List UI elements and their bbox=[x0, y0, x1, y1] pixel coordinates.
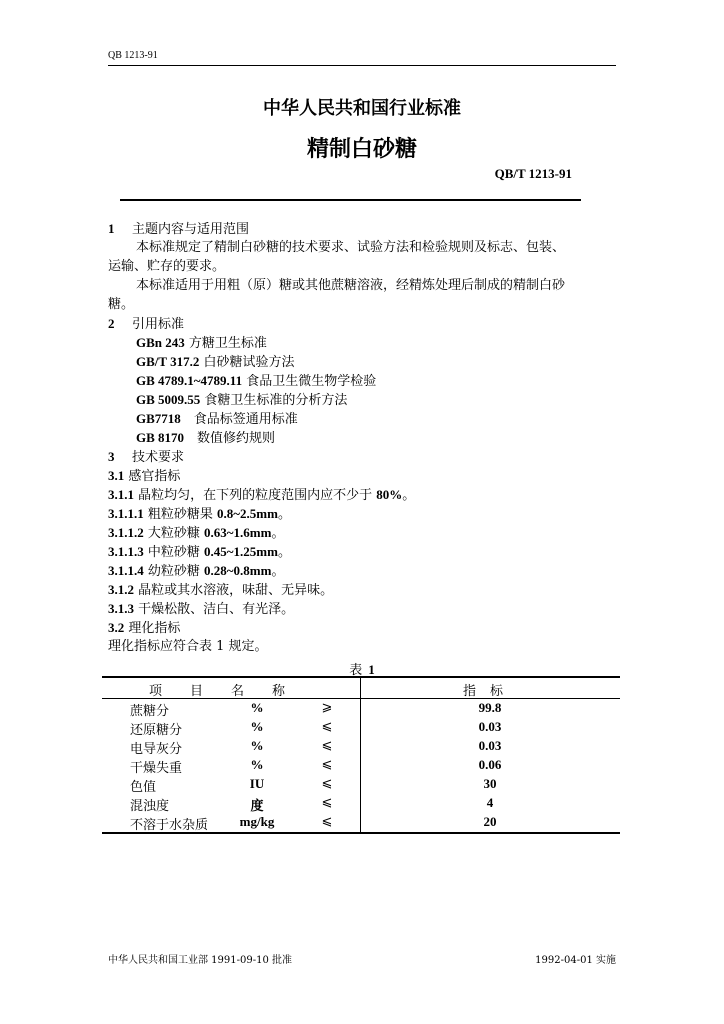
indicator-value: 0.06 bbox=[478, 757, 502, 772]
table-row bbox=[102, 756, 620, 775]
clause-title: 感官指标 bbox=[124, 469, 181, 484]
section-title: 主题内容与适用范围 bbox=[132, 222, 250, 237]
indicator-unit: % bbox=[250, 700, 264, 715]
grain-clause bbox=[108, 561, 616, 580]
indicator-value: 4 bbox=[486, 795, 494, 810]
section-number: 2 bbox=[108, 316, 115, 331]
approval-note: 中华人民共和国工业部 1991-09-10 批准 bbox=[108, 955, 293, 966]
indicator-value: 0.03 bbox=[478, 719, 502, 734]
clause-3-1-3 bbox=[108, 599, 616, 618]
indicator-name: 干燥失重 bbox=[130, 761, 183, 776]
indicator-value: 30 bbox=[483, 776, 497, 791]
clause-number: 3.1.1.3 bbox=[108, 544, 144, 559]
indicator-unit: 度 bbox=[250, 798, 264, 813]
subsection-3-2 bbox=[108, 618, 616, 637]
reference-item bbox=[108, 390, 616, 409]
reference-item bbox=[108, 333, 616, 352]
clause-end: 。 bbox=[277, 545, 291, 560]
clause-text: 中粒砂糖 bbox=[143, 545, 205, 560]
section-2-heading bbox=[108, 314, 616, 333]
table-caption-number: 1 bbox=[368, 662, 375, 677]
section-number: 1 bbox=[108, 221, 115, 236]
clause-text: 晶粒均匀，在下列的粒度范围内应不少于 bbox=[134, 488, 377, 503]
clause-number: 3.1.1 bbox=[108, 487, 134, 502]
indicator-table bbox=[102, 676, 620, 834]
clause-end: 。 bbox=[277, 507, 291, 522]
reference-item bbox=[108, 371, 616, 390]
table-row bbox=[102, 737, 620, 756]
header-code: QB 1213-91 bbox=[108, 50, 158, 61]
document-body bbox=[108, 219, 616, 656]
indicator-unit: % bbox=[250, 738, 264, 753]
standard-heading: 中华人民共和国行业标准 bbox=[263, 98, 461, 119]
paragraph-line: 本标准规定了精制白砂糖的技术要求、试验方法和检验规则及标志、包装、 bbox=[136, 240, 566, 255]
reference-title: 食品标签通用标准 bbox=[180, 412, 298, 427]
table-row bbox=[102, 813, 620, 832]
clause-number: 3.2 bbox=[108, 620, 125, 635]
comparison-symbol: ⩽ bbox=[321, 757, 333, 772]
reference-code: GBn 243 bbox=[136, 335, 185, 350]
header-rule bbox=[108, 65, 616, 66]
clause-number: 3.1.1.2 bbox=[108, 525, 144, 540]
reference-item bbox=[108, 352, 616, 371]
reference-code: GB 8170 bbox=[136, 430, 185, 445]
section-title: 引用标准 bbox=[132, 317, 185, 332]
section-3-heading bbox=[108, 447, 616, 466]
comparison-symbol: ⩽ bbox=[321, 738, 333, 753]
column-header-value: 指标 bbox=[462, 684, 517, 699]
comparison-symbol: ⩽ bbox=[321, 795, 333, 810]
clause-end: 。 bbox=[271, 526, 285, 541]
clause-3-1-2 bbox=[108, 580, 616, 599]
clause-number: 3.1 bbox=[108, 468, 125, 483]
clause-number: 3.1.1.1 bbox=[108, 506, 144, 521]
table-row bbox=[102, 718, 620, 737]
column-separator bbox=[360, 678, 361, 698]
grain-clause bbox=[108, 542, 616, 561]
clause-number: 3.1.1.4 bbox=[108, 563, 144, 578]
grain-range: 0.28~0.8mm bbox=[204, 563, 272, 578]
reference-code: GB 5009.55 bbox=[136, 392, 201, 407]
paragraph-line: 运输、贮存的要求。 bbox=[108, 259, 226, 274]
indicator-name: 电导灰分 bbox=[130, 742, 183, 757]
reference-title: 白砂糖试验方法 bbox=[199, 355, 295, 370]
grain-range: 0.45~1.25mm bbox=[204, 544, 278, 559]
paragraph-line: 糖。 bbox=[108, 297, 135, 312]
comparison-symbol: ⩾ bbox=[321, 700, 333, 715]
reference-item bbox=[108, 428, 616, 447]
clause-end: 。 bbox=[271, 564, 285, 579]
reference-title: 方糖卫生标准 bbox=[184, 336, 267, 351]
standard-title: 精制白砂糖 bbox=[306, 137, 417, 162]
table-body bbox=[102, 699, 620, 832]
comparison-symbol: ⩽ bbox=[321, 814, 333, 829]
table-header-row bbox=[102, 678, 620, 698]
clause-number: 3.1.2 bbox=[108, 582, 134, 597]
indicator-name: 蔗糖分 bbox=[130, 704, 170, 719]
reference-title: 数值修约规则 bbox=[184, 431, 276, 446]
subsection-3-1 bbox=[108, 466, 616, 485]
table-row bbox=[102, 699, 620, 718]
indicator-name: 不溶于水杂质 bbox=[130, 818, 209, 833]
reference-code: GB7718 bbox=[136, 411, 181, 426]
reference-title: 食糖卫生标准的分析方法 bbox=[200, 393, 348, 408]
comparison-symbol: ⩽ bbox=[321, 719, 333, 734]
indicator-value: 0.03 bbox=[478, 738, 502, 753]
effective-date: 1992-04-01 实施 bbox=[535, 955, 616, 966]
grain-clause bbox=[108, 504, 616, 523]
indicator-value: 20 bbox=[483, 814, 497, 829]
indicator-name: 色值 bbox=[130, 780, 157, 795]
paragraph-line: 理化指标应符合表 1 规定。 bbox=[108, 639, 268, 654]
table-caption-prefix: 表 bbox=[349, 663, 363, 678]
reference-code: GB/T 317.2 bbox=[136, 354, 200, 369]
standard-number: QB/T 1213-91 bbox=[494, 166, 572, 181]
clause-value: 80% bbox=[376, 487, 403, 502]
clause-text: 干燥松散、洁白、有光泽。 bbox=[134, 602, 295, 617]
clause-number: 3.1.3 bbox=[108, 601, 134, 616]
clause-text: 幼粒砂糖 bbox=[143, 564, 205, 579]
indicator-unit: % bbox=[250, 719, 264, 734]
indicator-name: 还原糖分 bbox=[130, 723, 183, 738]
reference-title: 食品卫生微生物学检验 bbox=[242, 374, 377, 389]
table-row bbox=[102, 794, 620, 813]
reference-code: GB 4789.1~4789.11 bbox=[136, 373, 243, 388]
section-title: 技术要求 bbox=[132, 450, 185, 465]
clause-3-1-1 bbox=[108, 485, 616, 504]
clause-end: 。 bbox=[402, 488, 416, 503]
title-rule bbox=[120, 199, 581, 201]
indicator-unit: IU bbox=[249, 776, 265, 791]
clause-text: 晶粒或其水溶液，味甜、无异味。 bbox=[134, 583, 334, 598]
table-row bbox=[102, 775, 620, 794]
clause-title: 理化指标 bbox=[124, 621, 181, 636]
indicator-unit: mg/kg bbox=[239, 814, 275, 829]
indicator-unit: % bbox=[250, 757, 264, 772]
indicator-value: 99.8 bbox=[478, 700, 502, 715]
section-number: 3 bbox=[108, 449, 115, 464]
comparison-symbol: ⩽ bbox=[321, 776, 333, 791]
grain-range: 0.63~1.6mm bbox=[204, 525, 272, 540]
paragraph-line: 本标准适用于用粗（原）糖或其他蔗糖溶液，经精炼处理后制成的精制白砂 bbox=[136, 278, 566, 293]
grain-range: 0.8~2.5mm bbox=[217, 506, 278, 521]
reference-item bbox=[108, 409, 616, 428]
grain-clause bbox=[108, 523, 616, 542]
clause-text: 大粒砂糠 bbox=[143, 526, 205, 541]
column-header-name: 项目名称 bbox=[148, 684, 313, 699]
section-1-heading bbox=[108, 219, 616, 238]
indicator-name: 混浊度 bbox=[130, 799, 170, 814]
clause-text: 粗粒砂糖果 bbox=[143, 507, 218, 522]
